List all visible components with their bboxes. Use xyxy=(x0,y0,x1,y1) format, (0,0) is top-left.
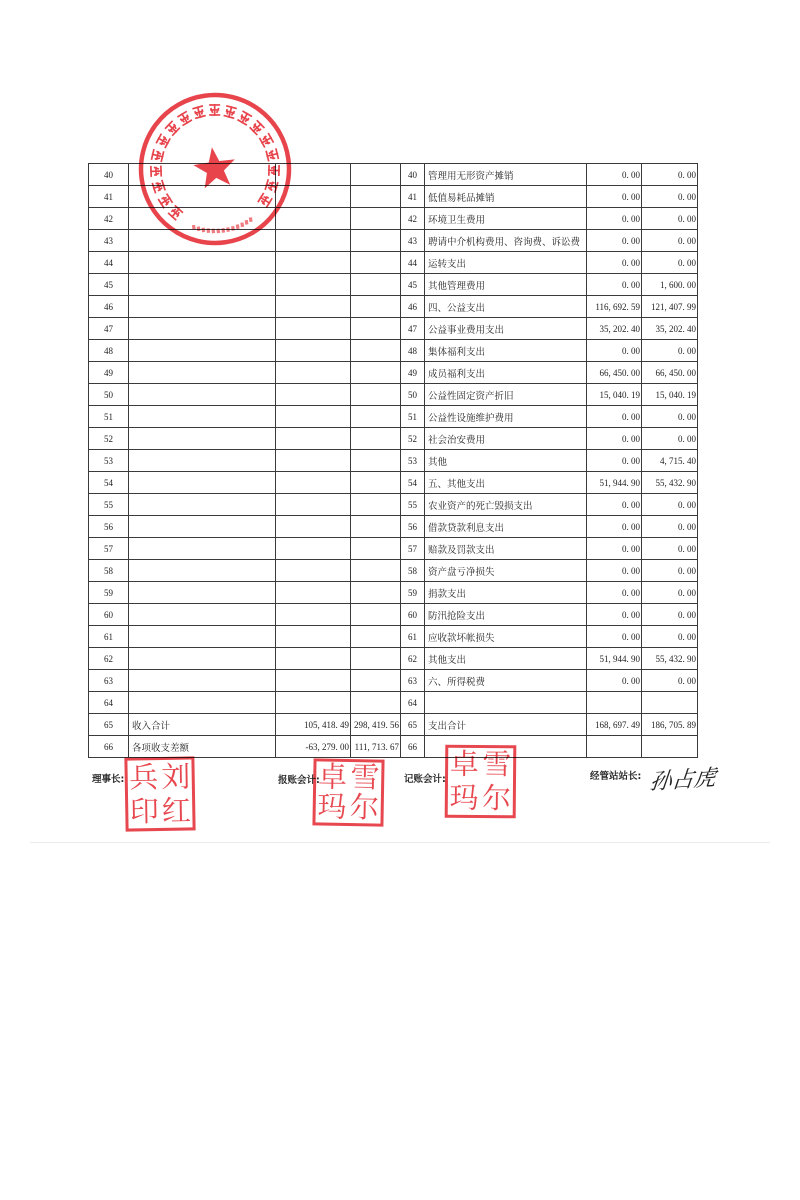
income-value-1: 105, 418. 49 xyxy=(276,714,351,736)
income-value-1 xyxy=(276,296,351,318)
table-row xyxy=(89,560,698,582)
row-number-left: 42 xyxy=(89,208,129,230)
expense-item-name: 管理用无形资产摊销 xyxy=(425,164,587,186)
expense-item-name: 四、公益支出 xyxy=(425,296,587,318)
seal-glyph xyxy=(167,205,183,221)
row-number-right: 63 xyxy=(401,670,425,692)
table-row xyxy=(89,494,698,516)
seal-glyph xyxy=(268,165,280,176)
expense-value-1: 0. 00 xyxy=(587,164,642,186)
income-item-name xyxy=(129,582,276,604)
expense-value-1: 0. 00 xyxy=(587,516,642,538)
row-number-left: 63 xyxy=(89,670,129,692)
expense-item-name: 集体福利支出 xyxy=(425,340,587,362)
row-number-left: 57 xyxy=(89,538,129,560)
table-row xyxy=(89,362,698,384)
income-item-name xyxy=(129,296,276,318)
table-row xyxy=(89,472,698,494)
income-value-1 xyxy=(276,428,351,450)
seal-glyph xyxy=(150,149,164,162)
seal-glyph xyxy=(259,133,275,148)
income-value-2 xyxy=(351,428,401,450)
station-head-signature: 孙占虎 xyxy=(648,765,718,796)
seal-glyph xyxy=(209,104,220,116)
expense-value-1: 15, 040. 19 xyxy=(587,384,642,406)
expense-value-1: 0. 00 xyxy=(587,230,642,252)
row-number-right: 52 xyxy=(401,428,425,450)
row-number-right: 58 xyxy=(401,560,425,582)
stamp-char: 雪 xyxy=(482,747,512,782)
income-item-name xyxy=(129,340,276,362)
seal-glyph xyxy=(151,180,166,194)
expense-value-2: 55, 432. 90 xyxy=(642,648,698,670)
row-number-left: 40 xyxy=(89,164,129,186)
row-number-right: 46 xyxy=(401,296,425,318)
expense-value-1: 0. 00 xyxy=(587,494,642,516)
income-value-2 xyxy=(351,626,401,648)
row-number-right: 47 xyxy=(401,318,425,340)
row-number-left: 43 xyxy=(89,230,129,252)
income-value-1 xyxy=(276,252,351,274)
row-number-right: 60 xyxy=(401,604,425,626)
row-number-right: 59 xyxy=(401,582,425,604)
row-number-right: 55 xyxy=(401,494,425,516)
income-value-1 xyxy=(276,318,351,340)
seal-serial-digit xyxy=(216,229,220,234)
seal-glyph xyxy=(264,179,279,193)
income-value-1 xyxy=(276,340,351,362)
income-value-2 xyxy=(351,252,401,274)
row-number-left: 44 xyxy=(89,252,129,274)
seal-serial-digit xyxy=(226,227,230,232)
income-value-2 xyxy=(351,560,401,582)
expense-value-1 xyxy=(587,692,642,714)
income-value-2 xyxy=(351,230,401,252)
expense-value-2: 4, 715. 40 xyxy=(642,450,698,472)
income-value-2 xyxy=(351,538,401,560)
income-value-2 xyxy=(351,692,401,714)
table-row xyxy=(89,384,698,406)
expense-item-name: 借款贷款利息支出 xyxy=(425,516,587,538)
income-value-1 xyxy=(276,538,351,560)
row-number-right: 41 xyxy=(401,186,425,208)
income-item-name xyxy=(129,472,276,494)
table-row xyxy=(89,626,698,648)
table-row xyxy=(89,670,698,692)
expense-value-1: 0. 00 xyxy=(587,560,642,582)
expense-value-1: 0. 00 xyxy=(587,274,642,296)
seal-glyph xyxy=(155,133,171,148)
income-value-2 xyxy=(351,582,401,604)
expense-value-2: 0. 00 xyxy=(642,406,698,428)
income-item-name: 各项收支差额 xyxy=(129,736,276,758)
stamp-char: 卓 xyxy=(317,759,348,794)
expense-value-1: 51, 944. 90 xyxy=(587,472,642,494)
expense-value-2: 0. 00 xyxy=(642,252,698,274)
row-number-left: 65 xyxy=(89,714,129,736)
chairman-name-stamp xyxy=(124,756,195,831)
expense-value-1: 51, 944. 90 xyxy=(587,648,642,670)
income-value-1 xyxy=(276,648,351,670)
expense-value-2: 0. 00 xyxy=(642,428,698,450)
income-value-1 xyxy=(276,274,351,296)
expense-item-name: 六、所得税费 xyxy=(425,670,587,692)
row-number-right: 54 xyxy=(401,472,425,494)
income-value-2 xyxy=(351,164,401,186)
seal-serial-digit xyxy=(197,226,201,231)
income-item-name xyxy=(129,670,276,692)
row-number-right: 43 xyxy=(401,230,425,252)
row-number-right: 61 xyxy=(401,626,425,648)
expense-item-name: 捐款支出 xyxy=(425,582,587,604)
income-value-1 xyxy=(276,670,351,692)
table-row xyxy=(89,692,698,714)
expense-value-2: 0. 00 xyxy=(642,340,698,362)
reporting-accountant-label: 报账会计: xyxy=(278,775,320,786)
expense-item-name: 聘请中介机构费用、咨询费、诉讼费 xyxy=(425,230,587,252)
income-value-2 xyxy=(351,340,401,362)
expense-value-2: 35, 202. 40 xyxy=(642,318,698,340)
seal-glyph xyxy=(192,105,206,120)
seal-glyph xyxy=(157,193,173,209)
seal-serial-digit xyxy=(201,228,205,233)
expense-value-2: 0. 00 xyxy=(642,164,698,186)
row-number-right: 49 xyxy=(401,362,425,384)
expense-value-2: 0. 00 xyxy=(642,494,698,516)
income-item-name xyxy=(129,560,276,582)
row-number-right: 42 xyxy=(401,208,425,230)
expense-item-name: 公益性固定资产折旧 xyxy=(425,384,587,406)
expense-item-name: 其他 xyxy=(425,450,587,472)
scan-edge-line xyxy=(30,842,770,843)
row-number-left: 51 xyxy=(89,406,129,428)
income-value-1 xyxy=(276,384,351,406)
expense-value-1: 116, 692. 59 xyxy=(587,296,642,318)
expense-value-2: 1, 600. 00 xyxy=(642,274,698,296)
row-number-right: 57 xyxy=(401,538,425,560)
income-item-name xyxy=(129,516,276,538)
expense-item-name: 环境卫生费用 xyxy=(425,208,587,230)
stamp-char: 兵 xyxy=(128,759,159,795)
row-number-right: 40 xyxy=(401,164,425,186)
stamp-char: 玛 xyxy=(449,780,479,815)
income-item-name: 收入合计 xyxy=(129,714,276,736)
income-item-name xyxy=(129,692,276,714)
row-number-left: 56 xyxy=(89,516,129,538)
table-row xyxy=(89,736,698,758)
income-value-1 xyxy=(276,582,351,604)
income-value-1 xyxy=(276,406,351,428)
income-value-2 xyxy=(351,362,401,384)
expense-item-name: 低值易耗品摊销 xyxy=(425,186,587,208)
expense-value-1: 0. 00 xyxy=(587,428,642,450)
expense-item-name xyxy=(425,692,587,714)
expense-value-1: 0. 00 xyxy=(587,340,642,362)
row-number-left: 48 xyxy=(89,340,129,362)
table-row xyxy=(89,538,698,560)
income-value-2: 111, 713. 67 xyxy=(351,736,401,758)
expense-item-name: 运转支出 xyxy=(425,252,587,274)
row-number-left: 58 xyxy=(89,560,129,582)
expense-item-name: 公益事业费用支出 xyxy=(425,318,587,340)
expense-value-1: 0. 00 xyxy=(587,252,642,274)
income-item-name xyxy=(129,362,276,384)
row-number-left: 41 xyxy=(89,186,129,208)
expense-value-1: 0. 00 xyxy=(587,582,642,604)
seal-glyph xyxy=(249,120,265,136)
expense-value-2: 0. 00 xyxy=(642,582,698,604)
seal-glyph xyxy=(257,192,273,208)
round-official-seal xyxy=(125,79,306,260)
expense-item-name: 成员福利支出 xyxy=(425,362,587,384)
row-number-right: 62 xyxy=(401,648,425,670)
income-value-1 xyxy=(276,472,351,494)
income-value-2 xyxy=(351,208,401,230)
income-value-1 xyxy=(276,494,351,516)
row-number-right: 50 xyxy=(401,384,425,406)
income-value-2 xyxy=(351,604,401,626)
expense-value-1: 0. 00 xyxy=(587,538,642,560)
row-number-left: 55 xyxy=(89,494,129,516)
expense-value-1: 0. 00 xyxy=(587,450,642,472)
income-value-1 xyxy=(276,626,351,648)
star-icon xyxy=(191,144,238,189)
expense-value-2: 0. 00 xyxy=(642,670,698,692)
income-value-2 xyxy=(351,384,401,406)
income-value-1: -63, 279. 00 xyxy=(276,736,351,758)
row-number-left: 59 xyxy=(89,582,129,604)
seal-glyph xyxy=(164,120,180,136)
income-value-2 xyxy=(351,516,401,538)
expense-value-2: 15, 040. 19 xyxy=(642,384,698,406)
row-number-left: 62 xyxy=(89,648,129,670)
expense-value-2: 186, 705. 89 xyxy=(642,714,698,736)
seal-serial-digit xyxy=(249,217,253,222)
income-item-name xyxy=(129,318,276,340)
income-value-1 xyxy=(276,604,351,626)
table-row xyxy=(89,428,698,450)
income-value-1 xyxy=(276,362,351,384)
expense-value-2: 0. 00 xyxy=(642,560,698,582)
expense-item-name: 应收款坏帐损失 xyxy=(425,626,587,648)
row-number-right: 65 xyxy=(401,714,425,736)
row-number-left: 46 xyxy=(89,296,129,318)
income-item-name xyxy=(129,604,276,626)
expense-value-2: 0. 00 xyxy=(642,186,698,208)
expense-item-name: 资产盘亏净损失 xyxy=(425,560,587,582)
expense-item-name: 社会治安费用 xyxy=(425,428,587,450)
income-item-name xyxy=(129,274,276,296)
income-value-1 xyxy=(276,516,351,538)
row-number-left: 47 xyxy=(89,318,129,340)
row-number-right: 56 xyxy=(401,516,425,538)
seal-glyph xyxy=(237,110,253,126)
seal-serial-digit xyxy=(192,225,196,230)
expense-value-1: 0. 00 xyxy=(587,208,642,230)
expense-value-2: 0. 00 xyxy=(642,208,698,230)
expense-item-name: 支出合计 xyxy=(425,714,587,736)
expense-value-2 xyxy=(642,736,698,758)
expense-value-2: 0. 00 xyxy=(642,538,698,560)
income-item-name xyxy=(129,384,276,406)
expense-value-2: 0. 00 xyxy=(642,516,698,538)
row-number-left: 52 xyxy=(89,428,129,450)
table-row xyxy=(89,340,698,362)
expense-value-1: 35, 202. 40 xyxy=(587,318,642,340)
income-value-2 xyxy=(351,450,401,472)
expense-item-name: 公益性设施维护费用 xyxy=(425,406,587,428)
row-number-left: 64 xyxy=(89,692,129,714)
income-value-1 xyxy=(276,450,351,472)
income-value-2 xyxy=(351,318,401,340)
row-number-left: 50 xyxy=(89,384,129,406)
seal-serial-digit xyxy=(206,228,210,233)
expense-value-1: 0. 00 xyxy=(587,670,642,692)
table-row xyxy=(89,648,698,670)
row-number-left: 45 xyxy=(89,274,129,296)
row-number-left: 53 xyxy=(89,450,129,472)
stamp-char: 尔 xyxy=(481,780,512,816)
expense-value-1: 168, 697. 49 xyxy=(587,714,642,736)
income-value-1 xyxy=(276,692,351,714)
expense-item-name: 五、其他支出 xyxy=(425,472,587,494)
table-row xyxy=(89,406,698,428)
seal-serial-digit xyxy=(245,220,249,225)
expense-value-1: 0. 00 xyxy=(587,186,642,208)
table-row xyxy=(89,582,698,604)
bookkeeper-label: 记账会计: xyxy=(404,774,446,785)
table-row xyxy=(89,516,698,538)
expense-item-name: 赔款及罚款支出 xyxy=(425,538,587,560)
seal-serial-digit xyxy=(221,228,225,233)
seal-glyph xyxy=(150,166,162,177)
seal-serial-digit xyxy=(236,224,240,229)
expense-value-1: 66, 450. 00 xyxy=(587,362,642,384)
row-number-left: 66 xyxy=(89,736,129,758)
row-number-right: 53 xyxy=(401,450,425,472)
income-value-2: 298, 419. 56 xyxy=(351,714,401,736)
expense-value-1 xyxy=(587,736,642,758)
income-item-name xyxy=(129,450,276,472)
table-row xyxy=(89,296,698,318)
bookkeeper-name-stamp xyxy=(445,745,517,819)
income-item-name xyxy=(129,428,276,450)
row-number-right: 64 xyxy=(401,692,425,714)
chairman-label: 理事长: xyxy=(92,774,125,785)
expense-value-2 xyxy=(642,692,698,714)
seal-serial-digit xyxy=(211,229,215,234)
stamp-char: 玛 xyxy=(317,789,347,825)
row-number-right: 51 xyxy=(401,406,425,428)
row-number-left: 60 xyxy=(89,604,129,626)
income-item-name xyxy=(129,648,276,670)
expense-value-2: 0. 00 xyxy=(642,626,698,648)
table-row xyxy=(89,604,698,626)
row-number-right: 44 xyxy=(401,252,425,274)
stamp-char: 印 xyxy=(129,793,160,829)
income-value-2 xyxy=(351,186,401,208)
row-number-right: 48 xyxy=(401,340,425,362)
income-value-2 xyxy=(351,648,401,670)
row-number-left: 49 xyxy=(89,362,129,384)
income-value-1 xyxy=(276,560,351,582)
stamp-char: 雪 xyxy=(350,759,380,795)
expense-value-2: 55, 432. 90 xyxy=(642,472,698,494)
seal-glyph xyxy=(265,148,279,162)
income-value-2 xyxy=(351,274,401,296)
row-number-left: 61 xyxy=(89,626,129,648)
stamp-char: 尔 xyxy=(349,790,380,825)
table-row xyxy=(89,274,698,296)
row-number-right: 45 xyxy=(401,274,425,296)
seal-serial-digit xyxy=(240,222,244,227)
seal-serial-digit xyxy=(231,226,235,231)
income-value-2 xyxy=(351,296,401,318)
station-head-label: 经管站站长: xyxy=(590,771,642,782)
income-item-name xyxy=(129,406,276,428)
expense-item-name: 农业资产的死亡毁损支出 xyxy=(425,494,587,516)
income-item-name xyxy=(129,538,276,560)
table-row xyxy=(89,714,698,736)
expense-value-1: 0. 00 xyxy=(587,604,642,626)
expense-value-1: 0. 00 xyxy=(587,626,642,648)
table-row xyxy=(89,450,698,472)
table-row xyxy=(89,318,698,340)
income-item-name xyxy=(129,626,276,648)
expense-value-2: 0. 00 xyxy=(642,604,698,626)
expense-value-2: 0. 00 xyxy=(642,230,698,252)
expense-value-1: 0. 00 xyxy=(587,406,642,428)
income-value-2 xyxy=(351,670,401,692)
expense-item-name: 其他管理费用 xyxy=(425,274,587,296)
seal-glyph xyxy=(223,105,237,119)
stamp-char: 刘 xyxy=(160,758,191,794)
reporting-accountant-name-stamp xyxy=(312,758,384,826)
row-number-left: 54 xyxy=(89,472,129,494)
stamp-char: 红 xyxy=(161,792,192,828)
expense-item-name: 防汛抢险支出 xyxy=(425,604,587,626)
seal-serial-number xyxy=(192,217,254,237)
row-number-right: 66 xyxy=(401,736,425,758)
table-row xyxy=(89,252,698,274)
income-value-2 xyxy=(351,406,401,428)
income-value-2 xyxy=(351,472,401,494)
stamp-char: 卓 xyxy=(449,746,480,782)
expense-value-2: 66, 450. 00 xyxy=(642,362,698,384)
expense-value-2: 121, 407. 99 xyxy=(642,296,698,318)
expense-item-name: 其他支出 xyxy=(425,648,587,670)
income-value-2 xyxy=(351,494,401,516)
income-item-name xyxy=(129,494,276,516)
seal-glyph xyxy=(177,110,193,126)
